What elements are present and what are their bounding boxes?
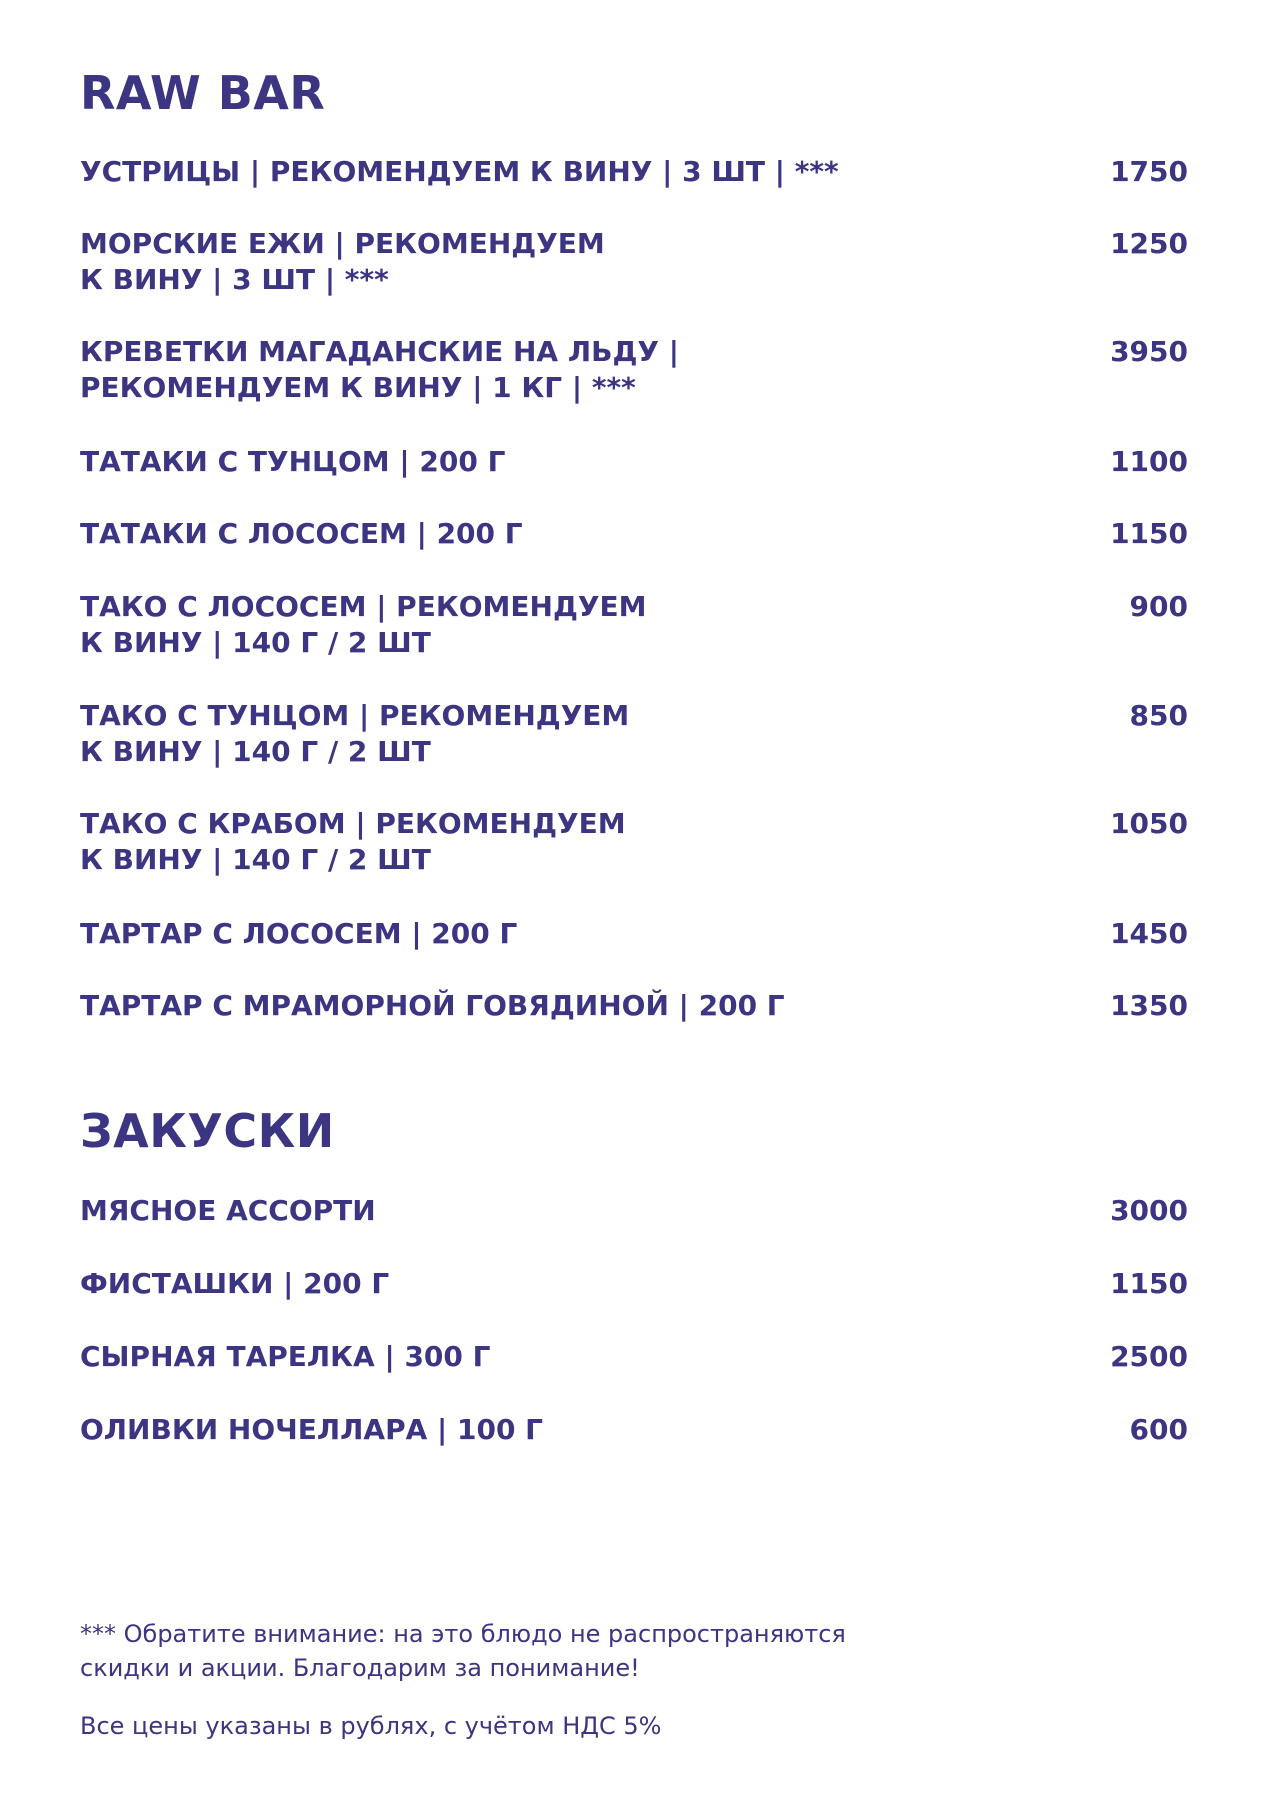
- item-name: [80, 988, 785, 1024]
- item-name-line: К ВИНУ | 140 Г / 2 ШТ: [80, 626, 431, 659]
- item-name: [80, 1266, 389, 1302]
- item-price: 1050: [1110, 807, 1188, 840]
- footnote-line: Все цены указаны в рублях, с учётом НДС 5%: [80, 1712, 662, 1740]
- item-price: 850: [1129, 699, 1188, 732]
- item-price: 900: [1129, 590, 1188, 623]
- footnote-vat: [80, 1709, 661, 1743]
- item-name: [80, 516, 523, 552]
- item-name-line: МОРСКИЕ ЕЖИ | РЕКОМЕНДУЕМ: [80, 227, 605, 260]
- item-name-line: МЯСНОЕ АССОРТИ: [80, 1194, 376, 1227]
- item-name: [80, 806, 626, 878]
- item-name: [80, 916, 517, 952]
- footnote-line: скидки и акции. Благодарим за понимание!: [80, 1654, 640, 1682]
- item-name: [80, 1193, 376, 1229]
- item-name: [80, 154, 839, 190]
- section-title-snacks: ЗАКУСКИ: [80, 1104, 335, 1158]
- item-price: 1750: [1110, 155, 1188, 188]
- item-name-line: ТАКО С ЛОСОСЕМ | РЕКОМЕНДУЕМ: [80, 590, 647, 623]
- item-price: 1100: [1110, 445, 1188, 478]
- item-price: 3950: [1110, 335, 1188, 368]
- menu-page: [80, 0, 1188, 1800]
- item-name-line: ТАКО С ТУНЦОМ | РЕКОМЕНДУЕМ: [80, 699, 630, 732]
- item-name-line: ФИСТАШКИ | 200 Г: [80, 1267, 390, 1300]
- item-name: [80, 1412, 543, 1448]
- item-name: [80, 334, 679, 406]
- item-price: 3000: [1110, 1194, 1188, 1227]
- item-name-line: РЕКОМЕНДУЕМ К ВИНУ | 1 КГ | ***: [80, 371, 636, 404]
- item-name-line: К ВИНУ | 140 Г / 2 ШТ: [80, 735, 431, 768]
- section-title-raw-bar: RAW BAR: [80, 66, 326, 120]
- item-price: 1350: [1110, 989, 1188, 1022]
- item-name-line: К ВИНУ | 140 Г / 2 ШТ: [80, 843, 431, 876]
- item-price: 600: [1129, 1413, 1188, 1446]
- item-price: 1450: [1110, 917, 1188, 950]
- item-name-line: ТАТАКИ С ТУНЦОМ | 200 Г: [80, 445, 506, 478]
- item-name-line: К ВИНУ | 3 ШТ | ***: [80, 263, 389, 296]
- item-price: 1150: [1110, 517, 1188, 550]
- item-name-line: ТАКО С КРАБОМ | РЕКОМЕНДУЕМ: [80, 807, 626, 840]
- item-name: [80, 698, 629, 770]
- item-price: 1150: [1110, 1267, 1188, 1300]
- item-name-line: ТАРТАР С ЛОСОСЕМ | 200 Г: [80, 917, 518, 950]
- item-name-line: СЫРНАЯ ТАРЕЛКА | 300 Г: [80, 1340, 491, 1373]
- footnote-discount: [80, 1617, 846, 1685]
- item-name: [80, 589, 646, 661]
- item-name-line: ОЛИВКИ НОЧЕЛЛАРА | 100 Г: [80, 1413, 544, 1446]
- footnote-line: *** Обратите внимание: на это блюдо не распространяются: [80, 1620, 846, 1648]
- item-name-line: УСТРИЦЫ | РЕКОМЕНДУЕМ К ВИНУ | 3 ШТ | ***: [80, 155, 839, 188]
- item-name-line: КРЕВЕТКИ МАГАДАНСКИЕ НА ЛЬДУ |: [80, 335, 679, 368]
- item-price: 1250: [1110, 227, 1188, 260]
- item-name: [80, 1339, 490, 1375]
- item-price: 2500: [1110, 1340, 1188, 1373]
- item-name: [80, 444, 505, 480]
- item-name: [80, 226, 605, 298]
- item-name-line: ТАТАКИ С ЛОСОСЕМ | 200 Г: [80, 517, 523, 550]
- item-name-line: ТАРТАР С МРАМОРНОЙ ГОВЯДИНОЙ | 200 Г: [80, 989, 785, 1022]
